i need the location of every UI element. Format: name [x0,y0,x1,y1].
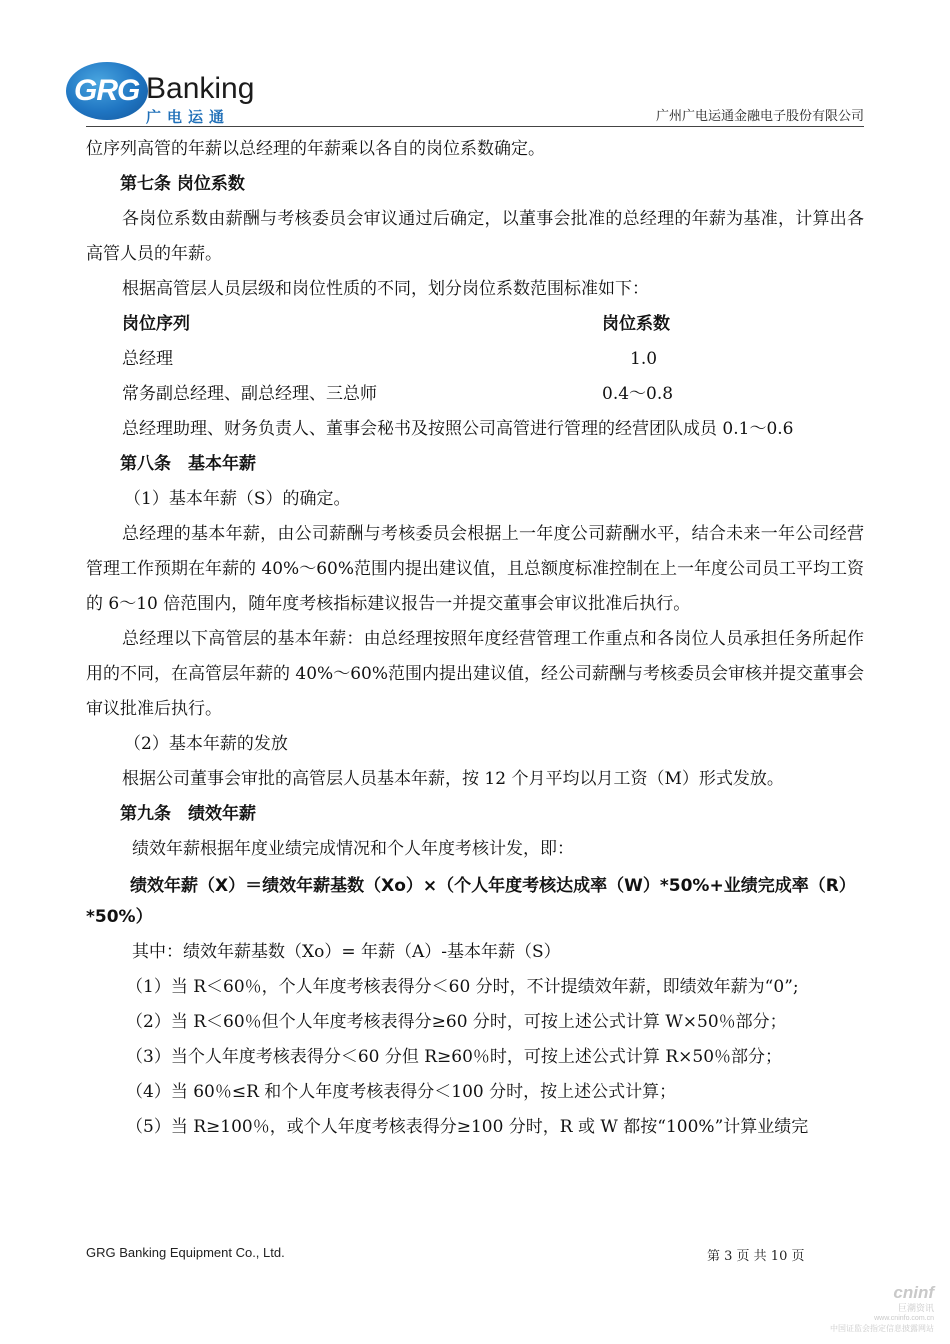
paragraph-1: 位序列高管的年薪以总经理的年薪乘以各自的岗位系数确定。 [86,139,545,159]
list-item: （4）当 60％≤R 和个人年度考核表得分＜100 分时，按上述公式计算； [126,1082,677,1102]
header-company-name: 广州广电运通金融电子股份有限公司 [655,109,864,124]
paragraph-9: 其中：绩效年薪基数（Xo）= 年薪（A）-基本年薪（S） [132,942,561,962]
cninfo-tagline: 中国证监会指定信息披露网站 [830,1324,934,1333]
cninfo-brand: cninf [893,1283,934,1302]
paragraph-7: 根据公司董事会审批的高管层人员基本年薪，按 12 个月平均以月工资（M）形式发放。 [122,769,784,789]
coef-table-row [86,377,864,412]
coef-role: 总经理 [122,349,173,369]
coef-table-header [86,307,864,342]
cninfo-cn: 巨潮资讯 [897,1303,934,1313]
subsection-1: （1）基本年薪（S）的确定。 [124,489,351,509]
paragraph-8: 绩效年薪根据年度业绩完成情况和个人年度考核计发，即： [132,839,574,859]
logo-chinese-text: 广电运通 [146,108,231,126]
coef-value: 1.0 [630,349,658,369]
article-8-heading: 第八条 基本年薪 [120,454,256,474]
article-7-heading: 第七条 岗位系数 [120,174,245,194]
coef-col-role: 岗位序列 [122,314,190,334]
cninfo-watermark [830,1284,934,1334]
coef-role: 常务副总经理、副总经理、三总师 [122,384,377,404]
paragraph-2: 各岗位系数由薪酬与考核委员会审议通过后确定，以董事会批准的总经理的年薪为基准，计算出各高管人员的年薪。 [86,209,864,264]
list-item: （3）当个人年度考核表得分＜60 分但 R≥60％时，可按上述公式计算 R×50％部分； [126,1047,783,1067]
formula-line-2: *50%） [86,907,153,927]
formula-line-1: 绩效年薪（X）＝绩效年薪基数（Xo）×（个人年度考核达成率（W）*50%+业绩完成率（R） [130,876,856,896]
coef-value: 0.4～0.8 [602,384,674,404]
list-item: （1）当 R＜60％，个人年度考核表得分＜60 分时，不计提绩效年薪，即绩效年薪为“0”; [126,977,799,997]
logo-grg-text: GRG [74,74,140,107]
paragraph-4: 总经理助理、财务负责人、董事会秘书及按照公司高管进行管理的经营团队成员 0.1～0.6 [122,419,794,439]
logo-banking-text: Banking [146,72,255,105]
company-logo [66,58,306,128]
list-item: （2）当 R＜60％但个人年度考核表得分≥60 分时，可按上述公式计算 W×50％部分； [126,1012,787,1032]
header-divider [86,126,864,127]
cninfo-url: www.cninfo.com.cn [874,1315,934,1322]
paragraph-6: 总经理以下高管层的基本年薪：由总经理按照年度经营管理工作重点和各岗位人员承担任务所起作用的不同，在高管层年薪的 40%～60%范围内提出建议值，经公司薪酬与考核委员会审核并提交董事会审议批准后执行。 [86,629,864,719]
article-9-heading: 第九条 绩效年薪 [120,804,256,824]
footer-page-number: 第 3 页 共 10 页 [707,1249,805,1264]
document-body [86,132,864,1145]
subsection-2: （2）基本年薪的发放 [124,734,288,754]
footer-company-en: GRG Banking Equipment Co., Ltd. [86,1245,285,1260]
coef-col-value: 岗位系数 [602,314,670,334]
paragraph-3: 根据高管层人员层级和岗位性质的不同，划分岗位系数范围标准如下： [122,279,649,299]
paragraph-5: 总经理的基本年薪，由公司薪酬与考核委员会根据上一年度公司薪酬水平，结合未来一年公司经营管理工作预期在年薪的 40%～60%范围内提出建议值，且总额度标准控制在上一年度公司员工平均工资的 6～10 倍范围内，随年度考核指标建议报告一并提交董事会审议批准后执行。 [86,524,864,614]
list-item: （5）当 R≥100％，或个人年度考核表得分≥100 分时，R 或 W 都按“100%”计算业绩完 [126,1117,809,1137]
coef-table-row [86,342,864,377]
